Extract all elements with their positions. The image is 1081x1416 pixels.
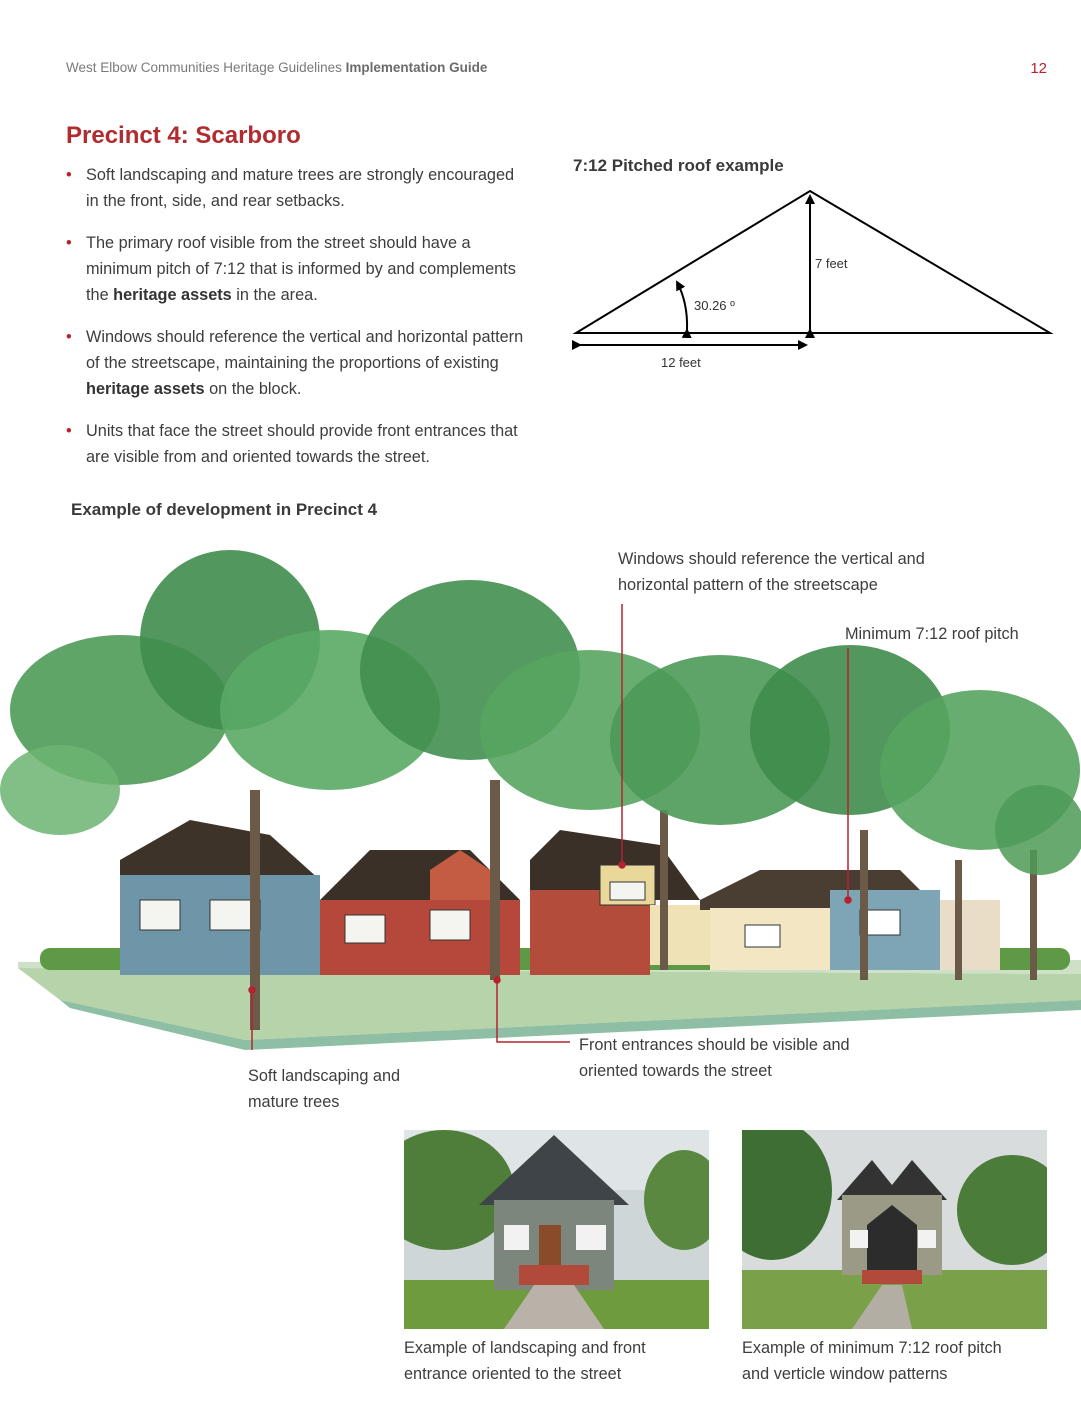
photo-caption-2: [742, 1335, 1002, 1387]
guideline-text: Soft landscaping and mature trees are strongly encouraged in the front, side, and rear setbacks.: [86, 166, 515, 210]
photo-landscaping-front-entrance: [404, 1130, 709, 1329]
header-doc-subtitle: Implementation Guide: [345, 60, 488, 75]
section-title: Precinct 4: Scarboro: [66, 122, 301, 149]
photo-caption-line: and verticle window patterns: [742, 1365, 948, 1383]
angle-arc: [677, 282, 687, 330]
photo-roof-pitch-windows: [742, 1130, 1047, 1329]
streetscape-illustration: [0, 530, 1081, 1050]
guideline-emphasis: heritage assets: [86, 380, 205, 398]
guideline-text: The primary roof visible from the street should have a minimum pitch of 7:12 that is informed by and complements the: [86, 234, 516, 304]
page-number: 12: [1030, 60, 1047, 77]
header-doc-title: West Elbow Communities Heritage Guidelines: [66, 60, 342, 75]
callout-entrances-line: Front entrances should be visible and: [579, 1036, 850, 1054]
guideline-text: in the area.: [231, 286, 318, 304]
callout-windows: [618, 546, 925, 598]
guideline-text: on the block.: [204, 380, 302, 398]
photo-caption-line: Example of minimum 7:12 roof pitch: [742, 1339, 1002, 1357]
callout-entrances: [579, 1032, 850, 1084]
roof-triangle: [576, 191, 1050, 333]
development-example-title: Example of development in Precinct 4: [71, 500, 378, 519]
roof-diagram-title: 7:12 Pitched roof example: [573, 156, 784, 175]
callout-roof-pitch: Minimum 7:12 roof pitch: [845, 625, 1019, 643]
guideline-text: Windows should reference the vertical and horizontal pattern of the streetscape, maintaining the proportions of existing: [86, 328, 524, 372]
callout-windows-line: Windows should reference the vertical and: [618, 550, 925, 568]
guideline-emphasis: heritage assets: [113, 286, 232, 304]
guideline-text: Units that face the street should provide front entrances that are visible from and oriented towards the street.: [86, 422, 518, 466]
guideline-item: [66, 418, 526, 470]
run-label: 12 feet: [661, 355, 701, 370]
callout-landscaping-line: mature trees: [248, 1093, 340, 1111]
house-blue: [120, 820, 320, 975]
tree-canopies: [0, 550, 1081, 875]
photo-caption-line: entrance oriented to the street: [404, 1365, 622, 1383]
callout-entrances-line: oriented towards the street: [579, 1062, 772, 1080]
callout-windows-line: horizontal pattern of the streetscape: [618, 576, 878, 594]
callout-landscaping: [248, 1063, 400, 1115]
photo-caption-line: Example of landscaping and front: [404, 1339, 646, 1357]
callout-landscaping-line: Soft landscaping and: [248, 1067, 401, 1085]
angle-label: 30.26 º: [694, 298, 735, 313]
photo-caption-1: [404, 1335, 646, 1387]
house-tan: [530, 830, 710, 975]
rise-label: 7 feet: [815, 256, 848, 271]
roof-pitch-diagram: [0, 0, 1081, 400]
